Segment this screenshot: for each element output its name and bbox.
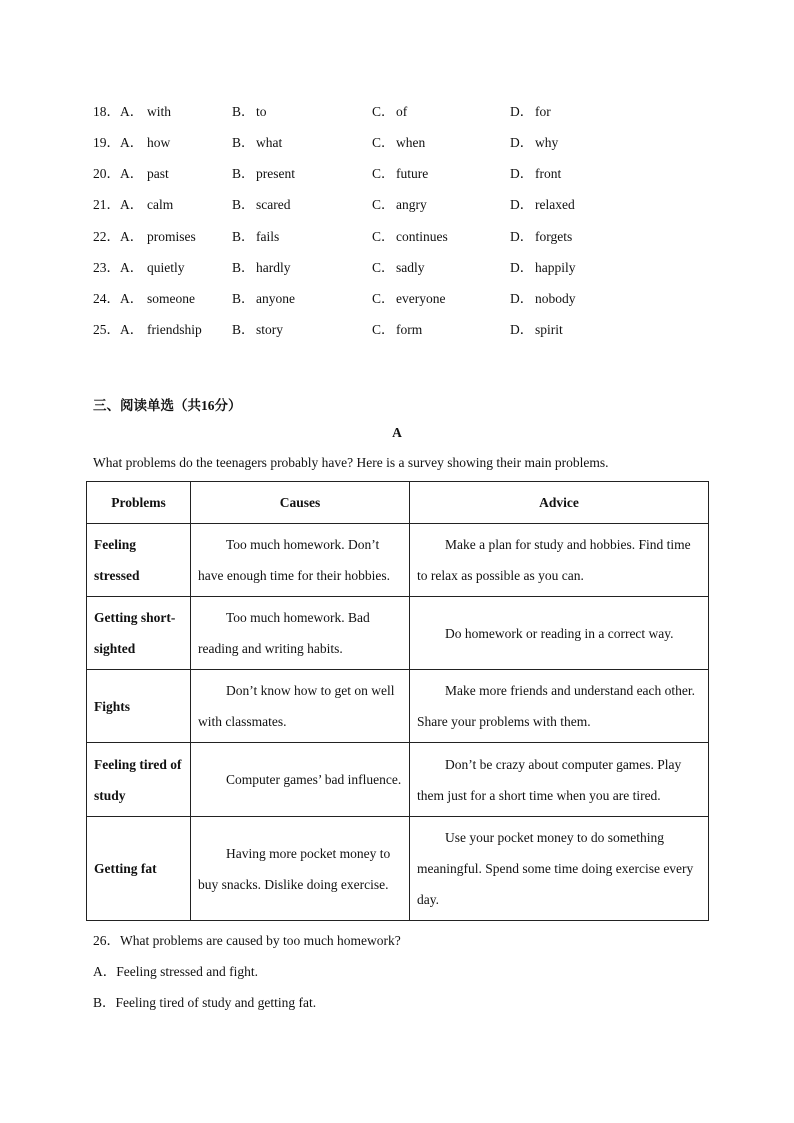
question-number: 18．A． — [93, 104, 144, 119]
option-c-label: C． — [372, 197, 395, 212]
option-c: sadly — [396, 260, 425, 275]
option-c-label: C． — [372, 135, 395, 150]
question-number: 25．A． — [93, 322, 144, 337]
question-number: 22．A． — [93, 229, 144, 244]
option-d: why — [535, 135, 559, 150]
cause-cell: Too much homework. Bad reading and writing habits. — [191, 597, 410, 670]
cause-cell: Computer games’ bad influence. — [191, 743, 410, 817]
option-b: fails — [256, 229, 280, 244]
option-c: of — [396, 104, 408, 119]
question-26-stem: 26．What problems are caused by too much homework? — [93, 933, 401, 948]
option-c-label: C． — [372, 322, 395, 337]
option-d: spirit — [535, 322, 563, 337]
option-b-label: B． — [232, 322, 255, 337]
option-b: story — [256, 322, 283, 337]
option-d: relaxed — [535, 197, 575, 212]
option-row-24 — [0, 289, 794, 309]
option-c: continues — [396, 229, 448, 244]
option-c-label: C． — [372, 104, 395, 119]
option-d-label: D． — [510, 135, 534, 150]
cause-cell: Don’t know how to get on well with classmates. — [191, 670, 410, 743]
option-row-18 — [0, 102, 794, 122]
option-d-label: D． — [510, 197, 534, 212]
advice-cell: Don’t be crazy about computer games. Play them just for a short time when you are tired. — [410, 743, 709, 817]
option-row-23 — [0, 258, 794, 278]
question-number: 19．A． — [93, 135, 144, 150]
option-d-label: D． — [510, 291, 534, 306]
advice-cell: Make more friends and understand each other. Share your problems with them. — [410, 670, 709, 743]
option-d: forgets — [535, 229, 573, 244]
option-d-label: D． — [510, 166, 534, 181]
option-b: what — [256, 135, 283, 150]
survey-table — [86, 481, 709, 921]
advice-cell: Use your pocket money to do something meaningful. Spend some time doing exercise every day. — [410, 817, 709, 921]
option-c: future — [396, 166, 429, 181]
option-b-label: B． — [232, 135, 255, 150]
option-row-22 — [0, 227, 794, 247]
table-row — [87, 743, 709, 817]
option-c: when — [396, 135, 426, 150]
table-header-row — [87, 482, 709, 524]
option-row-19 — [0, 133, 794, 153]
option-b-label: B． — [232, 104, 255, 119]
option-b: scared — [256, 197, 291, 212]
table-row — [87, 597, 709, 670]
option-b-label: B． — [232, 260, 255, 275]
passage-label: A — [392, 425, 402, 440]
option-row-20 — [0, 164, 794, 184]
option-d: for — [535, 104, 551, 119]
option-a: how — [147, 135, 171, 150]
question-26-option-a: A．Feeling stressed and fight. — [93, 964, 258, 979]
option-c: angry — [396, 197, 427, 212]
option-a: friendship — [147, 322, 202, 337]
question-26-option-b: B．Feeling tired of study and getting fat. — [93, 995, 317, 1010]
option-c-label: C． — [372, 260, 395, 275]
option-d-label: D． — [510, 322, 534, 337]
question-number: 24．A． — [93, 291, 144, 306]
problem-cell: Fights — [87, 670, 191, 743]
option-d: happily — [535, 260, 576, 275]
passage-intro: What problems do the teenagers probably have? Here is a survey showing their main problems. — [93, 455, 609, 470]
option-d: nobody — [535, 291, 576, 306]
option-d: front — [535, 166, 562, 181]
header-advice: Advice — [410, 482, 709, 524]
option-b-label: B． — [232, 197, 255, 212]
option-b: to — [256, 104, 267, 119]
option-c-label: C． — [372, 229, 395, 244]
cause-cell: Too much homework. Don’t have enough time for their hobbies. — [191, 524, 410, 597]
question-number: 21．A． — [93, 197, 144, 212]
header-causes: Causes — [191, 482, 410, 524]
problem-cell: Getting fat — [87, 817, 191, 921]
option-a: with — [147, 104, 172, 119]
option-a: quietly — [147, 260, 185, 275]
option-d-label: D． — [510, 104, 534, 119]
option-a: someone — [147, 291, 195, 306]
problem-cell: Feeling tired of study — [87, 743, 191, 817]
option-a: calm — [147, 197, 174, 212]
problem-cell: Getting short-sighted — [87, 597, 191, 670]
option-b-label: B． — [232, 291, 255, 306]
cause-cell: Having more pocket money to buy snacks. Dislike doing exercise. — [191, 817, 410, 921]
advice-cell: Make a plan for study and hobbies. Find time to relax as possible as you can. — [410, 524, 709, 597]
option-b: present — [256, 166, 295, 181]
advice-cell: Do homework or reading in a correct way. — [410, 597, 709, 670]
option-row-21 — [0, 195, 794, 215]
option-b: anyone — [256, 291, 295, 306]
option-b-label: B． — [232, 166, 255, 181]
table-row — [87, 670, 709, 743]
option-d-label: D． — [510, 260, 534, 275]
option-c-label: C． — [372, 291, 395, 306]
question-number: 23．A． — [93, 260, 144, 275]
section-title: 三、阅读单选（共16分） — [93, 398, 242, 413]
table-row — [87, 524, 709, 597]
option-b: hardly — [256, 260, 291, 275]
table-row — [87, 817, 709, 921]
option-b-label: B． — [232, 229, 255, 244]
option-a: past — [147, 166, 169, 181]
option-a: promises — [147, 229, 196, 244]
option-d-label: D． — [510, 229, 534, 244]
option-c: form — [396, 322, 423, 337]
problem-cell: Feeling stressed — [87, 524, 191, 597]
header-problems: Problems — [87, 482, 191, 524]
option-row-25 — [0, 320, 794, 340]
question-number: 20．A． — [93, 166, 144, 181]
option-c: everyone — [396, 291, 446, 306]
option-c-label: C． — [372, 166, 395, 181]
